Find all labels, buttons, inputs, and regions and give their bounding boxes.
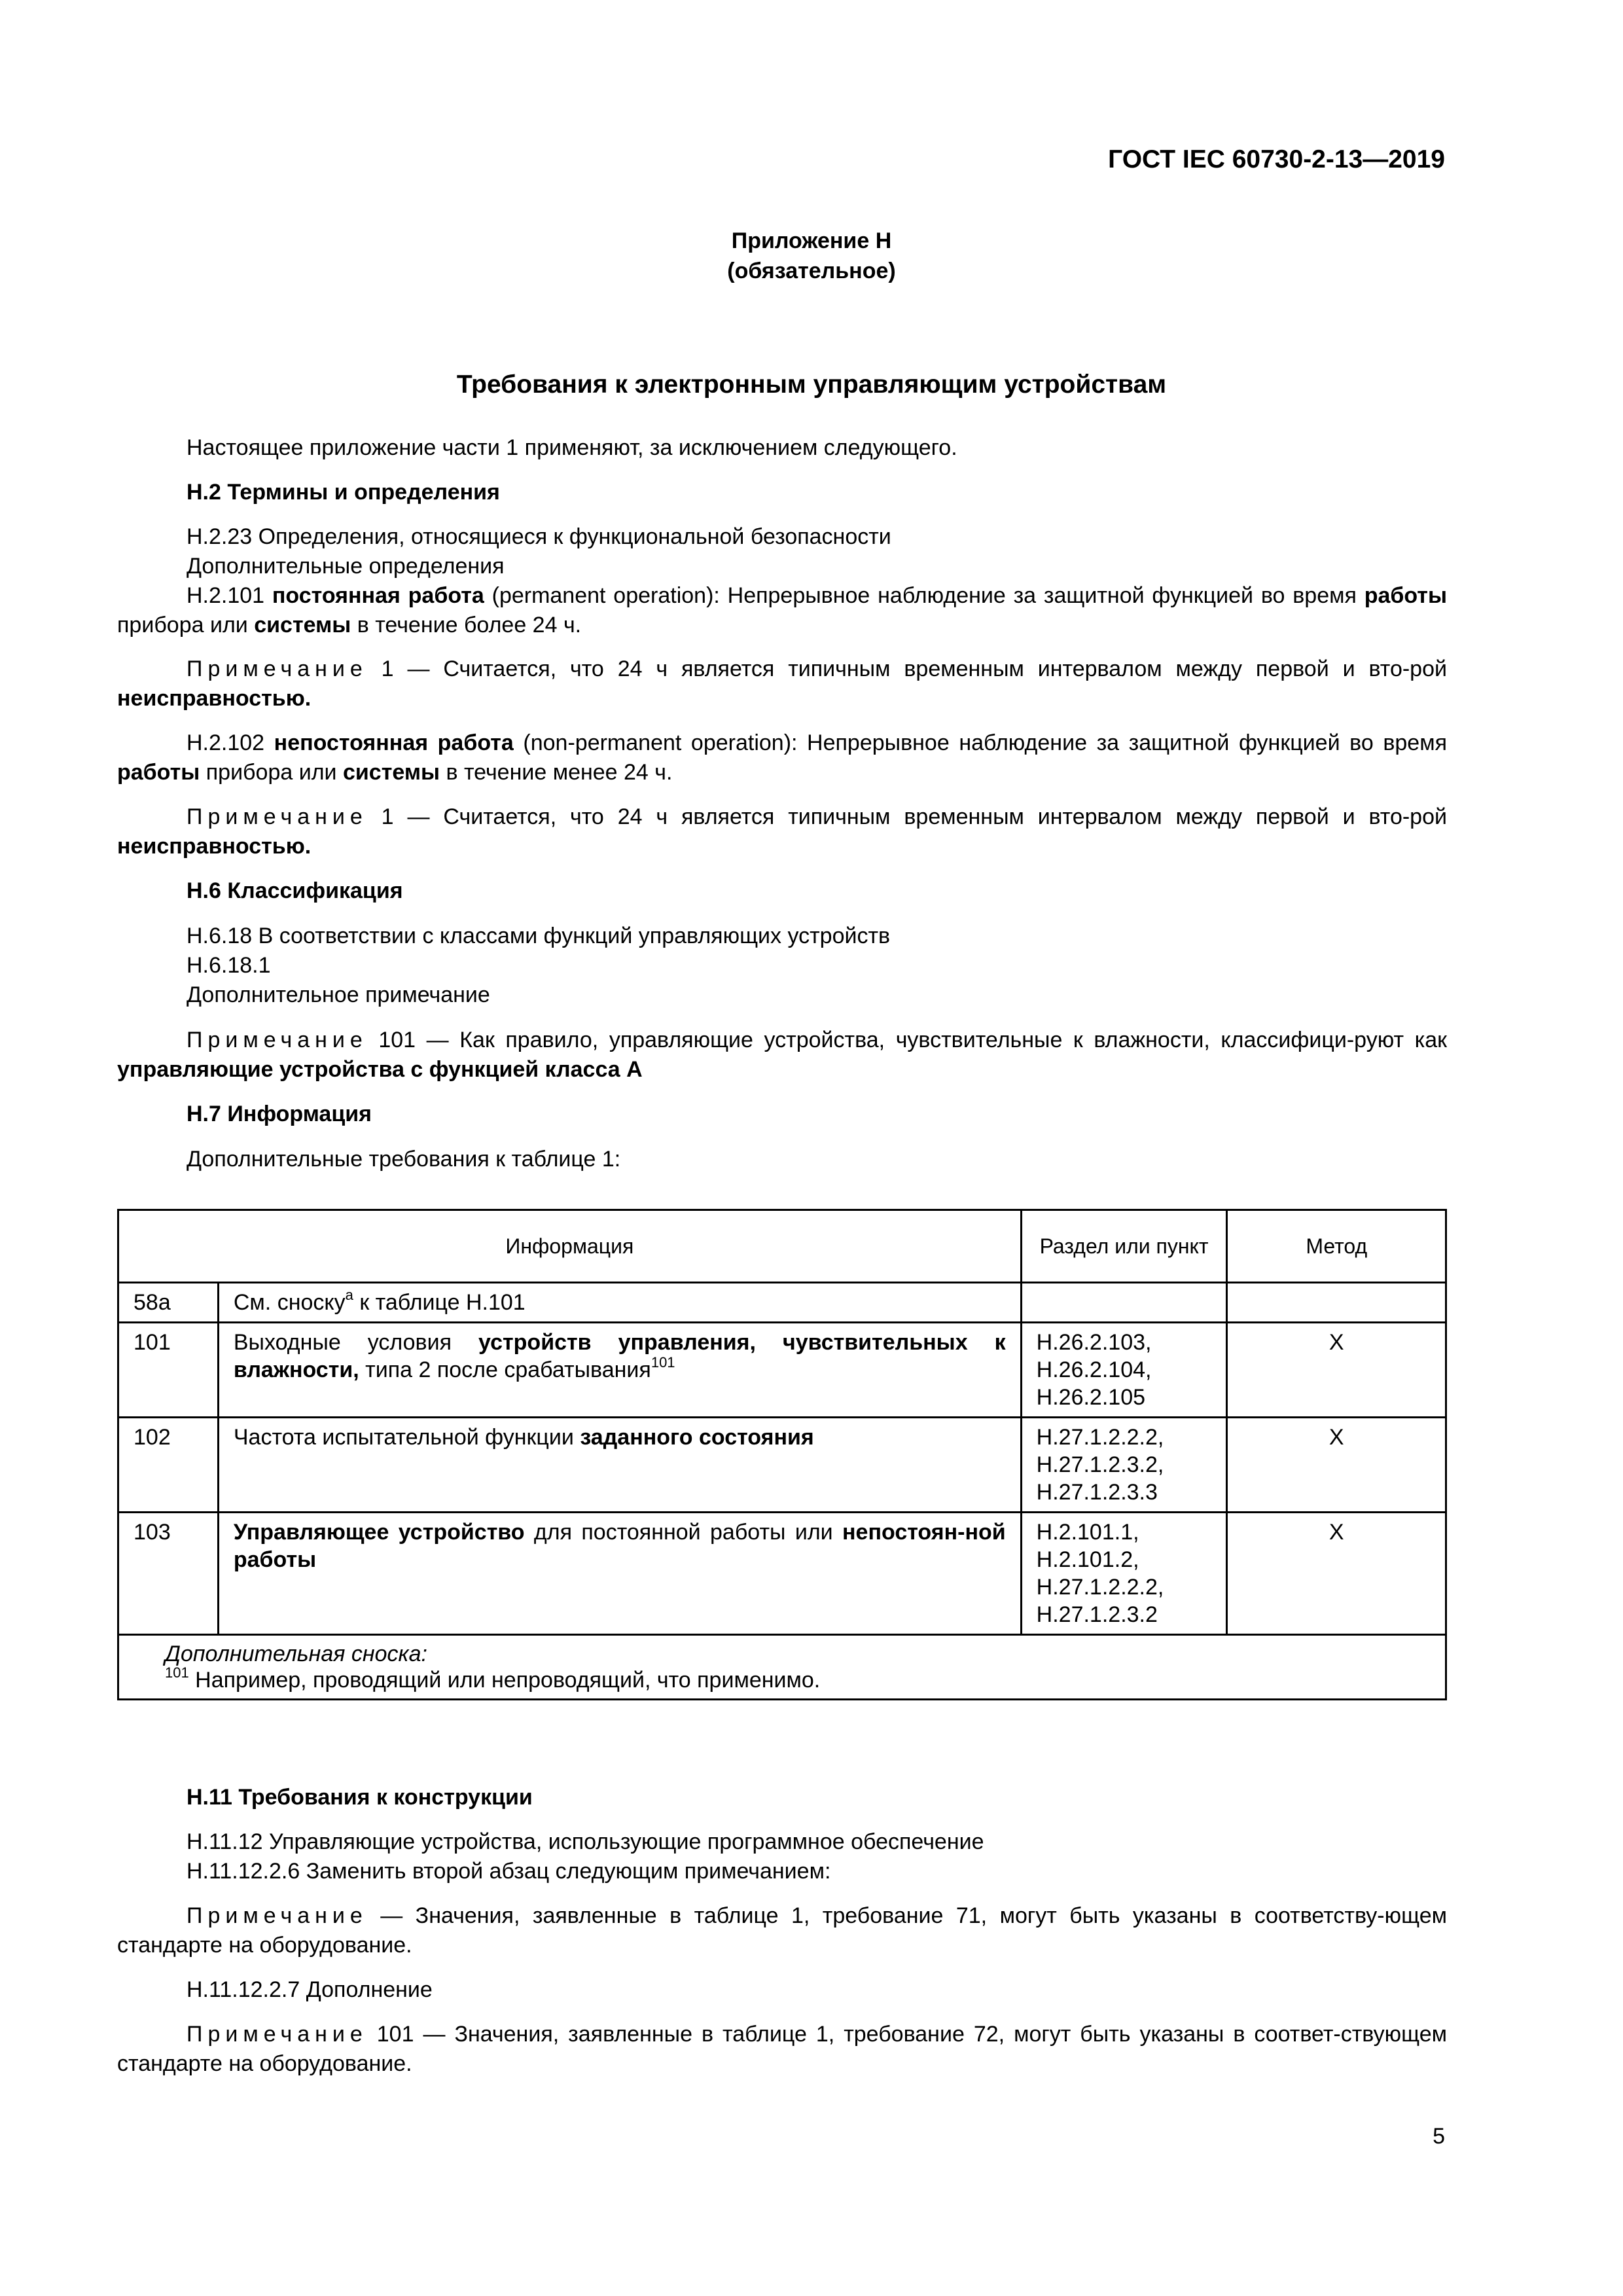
annex-heading (0, 226, 1623, 286)
table-row: 102 Частота испытательной функции заданного состояния H.27.1.2.2.2, H.27.1.2.3.2, H.27.1.2.3.3 X (118, 1418, 1446, 1513)
table-row: 101 Выходные условия устройств управления, чувствительных к влажности, типа 2 после срабатывания$^{101}$ H.26.2.103, H.26.2.104, H.26.2.105 X (118, 1323, 1446, 1418)
table-row: 58a См. сноску$^a$ к таблице H.101 (118, 1283, 1446, 1323)
requirements-table (117, 1209, 1447, 1700)
section-h6 (117, 876, 1447, 906)
h6-heading: H.6 Классификация (187, 878, 403, 903)
note-2: Примечание 1 — Считается, что 24 ч является типичным временным интервалом между первой и вто-рой неисправностью. (117, 804, 1447, 859)
h11-heading: H.11 Требования к конструкции (187, 1785, 533, 1810)
h2-definitions: H.2.23 Определения, относящиеся к функциональной безопасности Дополнительные определения H.2.101 постоянная работа (permanent operation): Непрерывное наблюдение за защитной функцией во время работы прибора или системы в течение более 24 ч. (117, 522, 1447, 640)
h6-body: H.6.18 В соответствии с классами функций управляющих устройств H.6.18.1 Дополнительное примечание (187, 924, 891, 1007)
column-header-method: Метод (1227, 1210, 1446, 1283)
definition-h2-101: H.2.101 постоянная работа (permanent operation): Непрерывное наблюдение за защитной функцией во время работы прибора или системы в течение более 24 ч. (117, 583, 1447, 637)
h11-addition: H.11.12.2.7 Дополнение (187, 1977, 433, 2002)
h2-heading: H.2 Термины и определения (187, 480, 500, 505)
note-h11-1: Примечание — Значения, заявленные в таблице 1, требование 71, могут быть указаны в соответству-ющем стандарте на оборудование. (117, 1903, 1447, 1958)
definition-h2-102: H.2.102 непостоянная работа (non-permanent operation): Непрерывное наблюдение за защитной функцией во время работы прибора или системы в течение менее 24 ч. (117, 730, 1447, 785)
annex-status: (обязательное) (727, 259, 896, 283)
table-footnote-row: Дополнительная сноска: $^{101}$ Например, проводящий или непроводящий, что применимо. (118, 1635, 1446, 1700)
section-h7 (117, 1100, 1447, 1129)
h7-body: Дополнительные требования к таблице 1: (187, 1147, 621, 1172)
intro-paragraph: Настоящее приложение части 1 применяют, за исключением следующего. (187, 435, 957, 460)
h11-body: H.11.12 Управляющие устройства, использующие программное обеспечение H.11.12.2.6 Заменить второй абзац следующим примечанием: (187, 1829, 984, 1884)
table-header-row (118, 1210, 1446, 1283)
page-number: 5 (1433, 2124, 1445, 2149)
table-row: 103 Управляющее устройство для постоянной работы или непостоян-ной работы H.2.101.1, H.2.101.2, H.27.1.2.2.2, H.27.1.2.3.2 X (118, 1513, 1446, 1635)
annex-title: Приложение H (731, 228, 892, 253)
document-number: ГОСТ IEC 60730-2-13—2019 (1108, 145, 1445, 173)
h7-heading: H.7 Информация (187, 1102, 372, 1126)
section-title: Требования к электронным управляющим устройствам (456, 370, 1167, 399)
section-h11 (117, 1783, 1447, 1812)
section-h2 (117, 478, 1447, 507)
note-1: Примечание 1 — Считается, что 24 ч является типичным временным интервалом между первой и вто-рой неисправностью. (117, 656, 1447, 711)
column-header-clause: Раздел или пункт (1021, 1210, 1227, 1283)
column-header-info: Информация (118, 1210, 1022, 1283)
note-101: Примечание 101 — Как правило, управляющие устройства, чувствительные к влажности, классифици-руют как управляющие устройства с функцией класса А (117, 1028, 1447, 1082)
note-h11-101: Примечание 101 — Значения, заявленные в таблице 1, требование 72, могут быть указаны в соответ-ствующем стандарте на оборудование. (117, 2022, 1447, 2076)
